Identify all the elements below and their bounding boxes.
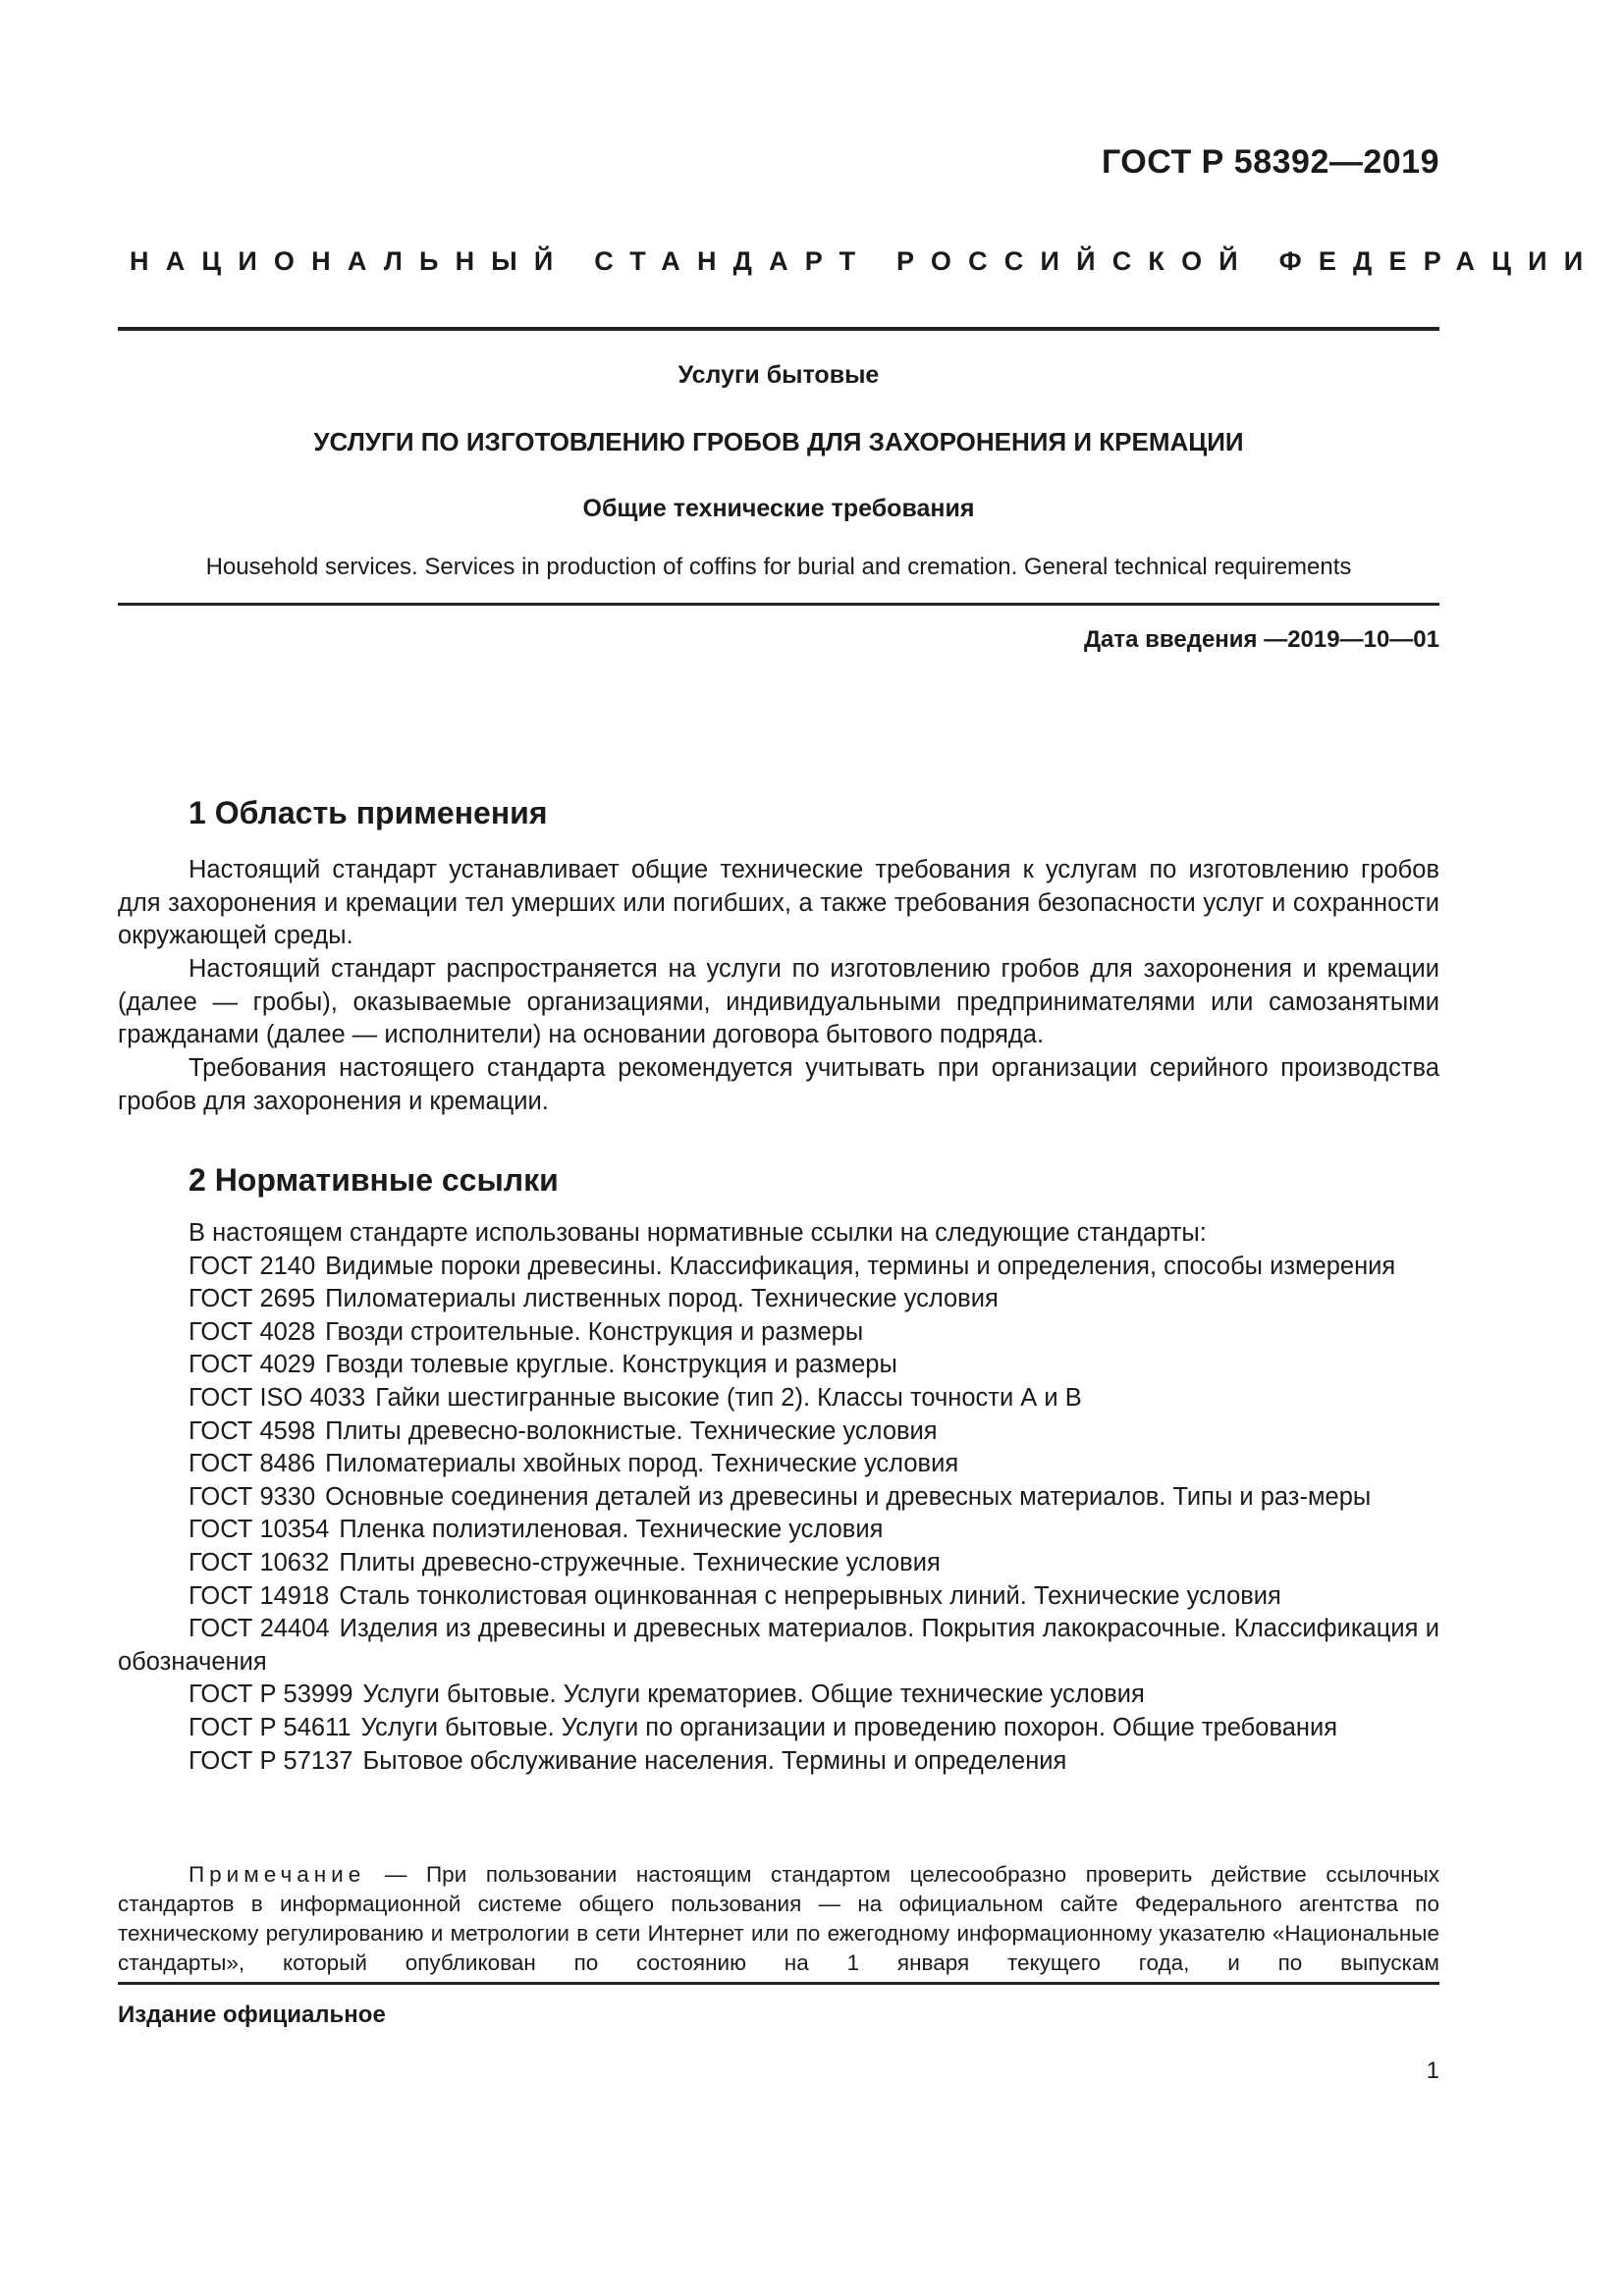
reference-code: ГОСТ 4029 [189,1351,316,1379]
edition-label: Издание официальное [118,2002,386,2028]
reference-code: ГОСТ 8486 [189,1450,316,1478]
reference-code: ГОСТ 24404 [189,1615,330,1643]
reference-title: Гвозди толевые круглые. Конструкция и размеры [325,1351,897,1379]
reference-code: ГОСТ ISO 4033 [189,1383,366,1412]
document-code: ГОСТ Р 58392—2019 [1101,143,1439,181]
reference-code: ГОСТ 2695 [189,1285,316,1313]
reference-code: ГОСТ Р 53999 [189,1681,353,1709]
reference-item [118,1316,1439,1350]
reference-title: Плиты древесно-стружечные. Технические условия [339,1548,941,1576]
reference-item [118,1382,1439,1415]
title-main: УСЛУГИ ПО ИЗГОТОВЛЕНИЮ ГРОБОВ ДЛЯ ЗАХОРОНЕНИЯ И КРЕМАЦИИ [313,427,1244,456]
reference-title: Основные соединения деталей из древесины и древесных материалов. Типы и раз-меры [325,1482,1372,1511]
reference-item [118,1613,1439,1679]
reference-code: ГОСТ 14918 [189,1581,330,1610]
reference-item [118,1514,1439,1547]
section-1-paragraph-1: Настоящий стандарт устанавливает общие технические требования к услугам по изготовлению гробов для захоронения и кремации тел умерших или погибших, а также требования безопасности услуг и сохранности окружающей среды. [118,856,1439,949]
section-1-paragraph-2: Настоящий стандарт распространяется на услуги по изготовлению гробов для захоронения и кремации (далее — гробы), оказываемые организациями, индивидуальными предпринимателями или самозанятыми гражданами (далее — исполнители) на основании договора бытового подряда. [118,955,1439,1048]
reference-title: Гвозди строительные. Конструкция и размеры [325,1317,864,1346]
note-label: Примечание [189,1862,366,1887]
reference-title: Изделия из древесины и древесных материалов. Покрытия лакокрасочные. Классификация и обозначения [118,1615,1439,1676]
reference-title: Пиломатериалы лиственных пород. Технические условия [325,1285,999,1313]
normative-references-list [118,1217,1439,1778]
reference-item [118,1580,1439,1614]
reference-title: Плиты древесно-волокнистые. Технические условия [325,1416,938,1445]
footer-rule [118,1982,1439,1985]
title-english: Household services. Services in production of coffins for burial and cremation. General technical requirements [205,554,1352,580]
reference-item [118,1547,1439,1580]
reference-code: ГОСТ Р 54611 [189,1713,352,1741]
national-standard-heading: НАЦИОНАЛЬНЫЙ СТАНДАРТ РОССИЙСКОЙ ФЕДЕРАЦИИ [130,246,1600,276]
reference-item [118,1283,1439,1316]
reference-title: Пленка полиэтиленовая. Технические условия [339,1516,884,1544]
reference-title: Услуги бытовые. Услуги крематориев. Общие технические условия [362,1681,1145,1709]
reference-title: Сталь тонколистовая оцинкованная с непрерывных линий. Технические условия [339,1581,1281,1610]
title-sub: Общие технические требования [582,495,975,522]
reference-title: Услуги бытовые. Услуги по организации и проведению похорон. Общие требования [360,1713,1338,1741]
reference-code: ГОСТ 10632 [189,1548,330,1576]
note-text: — При пользовании настоящим стандартом целесообразно проверить действие ссылочных стандартов в информационной системе общего пользования — на официальном сайте Федерального агентства по техническому регулированию и метрологии в сети Интернет или по ежегодному информационному указателю «Национальные стандарты», который опубликован по состоянию на 1 января текущего года, и по выпускам [118,1862,1439,1975]
reference-code: ГОСТ 9330 [189,1482,316,1511]
reference-title: Видимые пороки древесины. Классификация, термины и определения, способы измерения [325,1252,1396,1280]
reference-code: ГОСТ 4028 [189,1317,316,1346]
introduction-date: Дата введения —2019—10—01 [1083,626,1439,653]
title-rule [118,603,1439,606]
reference-code: ГОСТ 2140 [189,1252,316,1280]
reference-item [118,1415,1439,1449]
reference-code: ГОСТ 4598 [189,1416,316,1445]
reference-title: Гайки шестигранные высокие (тип 2). Классы точности А и В [375,1383,1082,1412]
note [118,1860,1439,1978]
reference-title: Бытовое обслуживание населения. Термины и определения [362,1746,1067,1775]
reference-item [118,1679,1439,1712]
title-group: Услуги бытовые [677,361,880,389]
reference-code: ГОСТ Р 57137 [189,1746,353,1775]
reference-item [118,1712,1439,1745]
section-1-paragraph-3: Требования настоящего стандарта рекомендуется учитывать при организации серийного производства гробов для захоронения и кремации. [118,1054,1439,1115]
reference-item [118,1481,1439,1515]
top-rule [118,327,1439,331]
reference-item [118,1251,1439,1284]
section-1-heading: 1 Область применения [189,795,548,830]
reference-item [118,1448,1439,1481]
reference-item [118,1745,1439,1779]
references-lead: В настоящем стандарте использованы нормативные ссылки на следующие стандарты: [189,1219,1207,1247]
reference-code: ГОСТ 10354 [189,1516,330,1544]
section-2-heading: 2 Нормативные ссылки [189,1162,559,1198]
page-number: 1 [1426,2057,1439,2084]
reference-title: Пиломатериалы хвойных пород. Технические условия [325,1450,959,1478]
reference-item [118,1349,1439,1382]
